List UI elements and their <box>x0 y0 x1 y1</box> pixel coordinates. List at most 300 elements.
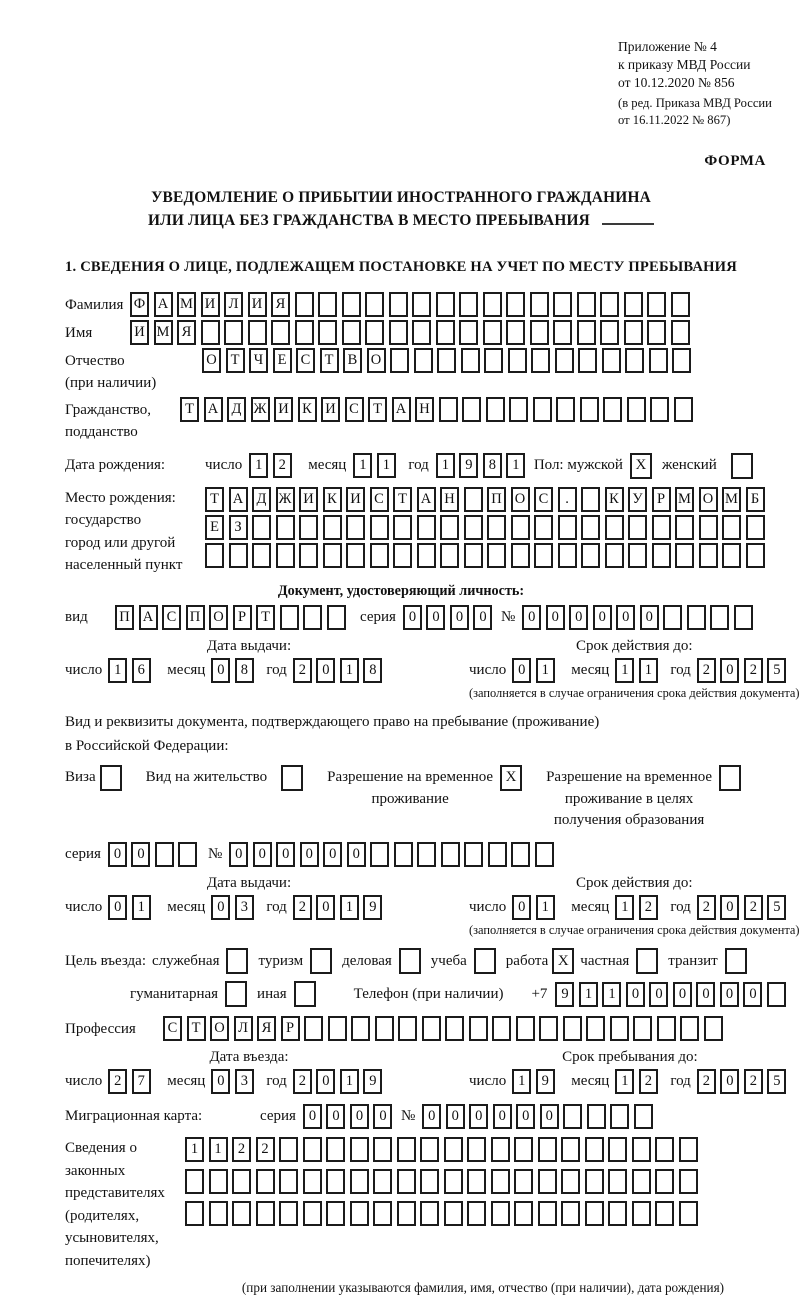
char-cell[interactable]: И <box>130 320 149 345</box>
purpose-study-checkbox[interactable] <box>474 948 496 974</box>
char-cell[interactable]: 1 <box>209 1137 228 1162</box>
char-cell[interactable]: Н <box>415 397 434 422</box>
char-cell[interactable] <box>679 1137 698 1162</box>
char-cell[interactable]: 0 <box>626 982 645 1007</box>
char-cell[interactable] <box>483 292 502 317</box>
char-cell[interactable]: 0 <box>720 982 739 1007</box>
char-cell[interactable] <box>508 348 527 373</box>
char-cell[interactable] <box>412 320 431 345</box>
char-cell[interactable] <box>608 1169 627 1194</box>
char-cell[interactable]: И <box>274 397 293 422</box>
char-cell[interactable] <box>746 543 765 568</box>
char-cell[interactable]: П <box>115 605 134 630</box>
char-cell[interactable] <box>555 348 574 373</box>
char-cell[interactable] <box>232 1201 251 1226</box>
char-cell[interactable]: С <box>162 605 181 630</box>
char-cell[interactable] <box>577 292 596 317</box>
char-cell[interactable]: Н <box>440 487 459 512</box>
char-cell[interactable] <box>561 1201 580 1226</box>
char-cell[interactable]: 0 <box>131 842 150 867</box>
char-cell[interactable] <box>704 1016 723 1041</box>
char-cell[interactable] <box>464 487 483 512</box>
char-cell[interactable] <box>699 543 718 568</box>
char-cell[interactable] <box>581 543 600 568</box>
visa-checkbox[interactable] <box>100 765 122 791</box>
char-cell[interactable] <box>624 292 643 317</box>
char-cell[interactable] <box>608 1137 627 1162</box>
char-cell[interactable]: 0 <box>522 605 541 630</box>
char-cell[interactable] <box>674 397 693 422</box>
char-cell[interactable] <box>687 605 706 630</box>
char-cell[interactable] <box>530 320 549 345</box>
char-cell[interactable]: 1 <box>639 658 658 683</box>
char-cell[interactable]: 0 <box>446 1104 465 1129</box>
char-cell[interactable]: Ж <box>251 397 270 422</box>
char-cell[interactable]: 2 <box>293 658 312 683</box>
char-cell[interactable]: . <box>558 487 577 512</box>
char-cell[interactable]: 1 <box>108 658 127 683</box>
char-cell[interactable] <box>397 1137 416 1162</box>
char-cell[interactable]: Р <box>652 487 671 512</box>
char-cell[interactable] <box>224 320 243 345</box>
purpose-other-checkbox[interactable] <box>294 981 316 1007</box>
char-cell[interactable]: 0 <box>350 1104 369 1129</box>
char-cell[interactable] <box>558 543 577 568</box>
char-cell[interactable]: 0 <box>469 1104 488 1129</box>
char-cell[interactable] <box>650 397 669 422</box>
char-cell[interactable] <box>303 605 322 630</box>
char-cell[interactable] <box>516 1016 535 1041</box>
char-cell[interactable]: Т <box>393 487 412 512</box>
char-cell[interactable] <box>318 320 337 345</box>
char-cell[interactable]: 0 <box>493 1104 512 1129</box>
char-cell[interactable]: И <box>248 292 267 317</box>
char-cell[interactable]: Я <box>177 320 196 345</box>
char-cell[interactable]: 1 <box>579 982 598 1007</box>
char-cell[interactable]: 0 <box>211 1069 230 1094</box>
char-cell[interactable] <box>514 1137 533 1162</box>
char-cell[interactable] <box>722 543 741 568</box>
char-cell[interactable] <box>464 543 483 568</box>
char-cell[interactable]: 0 <box>546 605 565 630</box>
char-cell[interactable]: О <box>367 348 386 373</box>
char-cell[interactable]: 0 <box>316 658 335 683</box>
char-cell[interactable] <box>390 348 409 373</box>
char-cell[interactable]: Т <box>320 348 339 373</box>
char-cell[interactable]: К <box>298 397 317 422</box>
char-cell[interactable] <box>632 1137 651 1162</box>
char-cell[interactable] <box>603 397 622 422</box>
char-cell[interactable] <box>632 1201 651 1226</box>
char-cell[interactable]: М <box>675 487 694 512</box>
char-cell[interactable] <box>655 1137 674 1162</box>
char-cell[interactable] <box>271 320 290 345</box>
char-cell[interactable] <box>625 348 644 373</box>
char-cell[interactable] <box>389 292 408 317</box>
char-cell[interactable]: 1 <box>340 1069 359 1094</box>
char-cell[interactable]: 0 <box>403 605 422 630</box>
char-cell[interactable]: 9 <box>363 1069 382 1094</box>
char-cell[interactable]: А <box>139 605 158 630</box>
char-cell[interactable]: 0 <box>108 895 127 920</box>
char-cell[interactable] <box>464 842 483 867</box>
char-cell[interactable] <box>652 543 671 568</box>
char-cell[interactable]: 0 <box>326 1104 345 1129</box>
char-cell[interactable]: З <box>229 515 248 540</box>
char-cell[interactable] <box>484 348 503 373</box>
char-cell[interactable] <box>535 842 554 867</box>
purpose-transit-checkbox[interactable] <box>725 948 747 974</box>
char-cell[interactable] <box>326 1201 345 1226</box>
char-cell[interactable] <box>530 292 549 317</box>
char-cell[interactable]: 1 <box>185 1137 204 1162</box>
char-cell[interactable] <box>326 1169 345 1194</box>
char-cell[interactable] <box>350 1201 369 1226</box>
temp-residence-education-checkbox[interactable] <box>719 765 741 791</box>
char-cell[interactable] <box>295 320 314 345</box>
char-cell[interactable]: М <box>177 292 196 317</box>
char-cell[interactable] <box>538 1137 557 1162</box>
char-cell[interactable]: 2 <box>639 1069 658 1094</box>
char-cell[interactable]: Р <box>233 605 252 630</box>
char-cell[interactable] <box>538 1169 557 1194</box>
char-cell[interactable]: 1 <box>615 1069 634 1094</box>
char-cell[interactable] <box>229 543 248 568</box>
char-cell[interactable]: А <box>204 397 223 422</box>
char-cell[interactable] <box>488 842 507 867</box>
char-cell[interactable]: 0 <box>422 1104 441 1129</box>
char-cell[interactable] <box>487 543 506 568</box>
char-cell[interactable] <box>585 1137 604 1162</box>
char-cell[interactable] <box>303 1201 322 1226</box>
char-cell[interactable]: Т <box>180 397 199 422</box>
char-cell[interactable]: И <box>201 292 220 317</box>
char-cell[interactable] <box>746 515 765 540</box>
char-cell[interactable] <box>393 543 412 568</box>
char-cell[interactable]: П <box>487 487 506 512</box>
char-cell[interactable] <box>346 515 365 540</box>
char-cell[interactable] <box>647 292 666 317</box>
char-cell[interactable]: Ч <box>249 348 268 373</box>
char-cell[interactable] <box>178 842 197 867</box>
char-cell[interactable]: О <box>210 1016 229 1041</box>
char-cell[interactable]: Д <box>252 487 271 512</box>
char-cell[interactable]: 8 <box>483 453 502 478</box>
char-cell[interactable] <box>600 320 619 345</box>
char-cell[interactable]: Е <box>205 515 224 540</box>
char-cell[interactable] <box>328 1016 347 1041</box>
char-cell[interactable] <box>491 1169 510 1194</box>
char-cell[interactable] <box>365 292 384 317</box>
char-cell[interactable]: В <box>343 348 362 373</box>
char-cell[interactable]: 0 <box>616 605 635 630</box>
char-cell[interactable] <box>561 1137 580 1162</box>
char-cell[interactable]: 1 <box>512 1069 531 1094</box>
char-cell[interactable] <box>365 320 384 345</box>
char-cell[interactable]: 1 <box>602 982 621 1007</box>
char-cell[interactable] <box>209 1169 228 1194</box>
char-cell[interactable] <box>467 1201 486 1226</box>
char-cell[interactable]: 1 <box>340 658 359 683</box>
char-cell[interactable]: 0 <box>696 982 715 1007</box>
char-cell[interactable]: Ж <box>276 487 295 512</box>
char-cell[interactable]: Т <box>368 397 387 422</box>
char-cell[interactable]: 0 <box>323 842 342 867</box>
char-cell[interactable] <box>492 1016 511 1041</box>
char-cell[interactable]: 2 <box>697 895 716 920</box>
char-cell[interactable]: 0 <box>426 605 445 630</box>
char-cell[interactable] <box>440 515 459 540</box>
char-cell[interactable]: К <box>323 487 342 512</box>
char-cell[interactable] <box>441 842 460 867</box>
char-cell[interactable]: О <box>202 348 221 373</box>
char-cell[interactable] <box>351 1016 370 1041</box>
char-cell[interactable] <box>563 1016 582 1041</box>
char-cell[interactable]: 0 <box>720 658 739 683</box>
char-cell[interactable] <box>534 543 553 568</box>
char-cell[interactable]: 0 <box>276 842 295 867</box>
char-cell[interactable] <box>586 1016 605 1041</box>
char-cell[interactable] <box>437 348 456 373</box>
char-cell[interactable]: Т <box>256 605 275 630</box>
purpose-work-checkbox[interactable]: X <box>552 948 574 974</box>
char-cell[interactable]: 0 <box>300 842 319 867</box>
char-cell[interactable]: 9 <box>536 1069 555 1094</box>
char-cell[interactable] <box>350 1169 369 1194</box>
char-cell[interactable]: Т <box>187 1016 206 1041</box>
char-cell[interactable] <box>722 515 741 540</box>
char-cell[interactable] <box>303 1137 322 1162</box>
char-cell[interactable] <box>514 1201 533 1226</box>
char-cell[interactable]: 0 <box>253 842 272 867</box>
char-cell[interactable]: 0 <box>720 1069 739 1094</box>
char-cell[interactable]: 1 <box>536 658 555 683</box>
char-cell[interactable]: 2 <box>256 1137 275 1162</box>
char-cell[interactable]: 0 <box>450 605 469 630</box>
char-cell[interactable] <box>605 515 624 540</box>
char-cell[interactable] <box>464 515 483 540</box>
char-cell[interactable]: 1 <box>536 895 555 920</box>
char-cell[interactable] <box>680 1016 699 1041</box>
char-cell[interactable] <box>323 543 342 568</box>
char-cell[interactable] <box>279 1137 298 1162</box>
char-cell[interactable] <box>256 1169 275 1194</box>
char-cell[interactable]: 0 <box>540 1104 559 1129</box>
char-cell[interactable] <box>469 1016 488 1041</box>
char-cell[interactable] <box>610 1104 629 1129</box>
char-cell[interactable] <box>509 397 528 422</box>
char-cell[interactable] <box>389 320 408 345</box>
char-cell[interactable] <box>467 1169 486 1194</box>
char-cell[interactable]: 0 <box>373 1104 392 1129</box>
char-cell[interactable] <box>280 605 299 630</box>
char-cell[interactable] <box>600 292 619 317</box>
sex-female-checkbox[interactable] <box>731 453 753 479</box>
char-cell[interactable] <box>370 515 389 540</box>
char-cell[interactable] <box>303 1169 322 1194</box>
char-cell[interactable]: 2 <box>232 1137 251 1162</box>
char-cell[interactable]: 0 <box>673 982 692 1007</box>
char-cell[interactable] <box>155 842 174 867</box>
char-cell[interactable] <box>652 515 671 540</box>
char-cell[interactable] <box>252 515 271 540</box>
char-cell[interactable] <box>657 1016 676 1041</box>
char-cell[interactable] <box>326 1137 345 1162</box>
char-cell[interactable] <box>276 515 295 540</box>
char-cell[interactable] <box>531 348 550 373</box>
char-cell[interactable] <box>539 1016 558 1041</box>
char-cell[interactable] <box>534 515 553 540</box>
char-cell[interactable] <box>608 1201 627 1226</box>
char-cell[interactable] <box>699 515 718 540</box>
char-cell[interactable]: 2 <box>293 895 312 920</box>
char-cell[interactable]: А <box>154 292 173 317</box>
char-cell[interactable] <box>445 1016 464 1041</box>
residence-permit-checkbox[interactable] <box>281 765 303 791</box>
char-cell[interactable]: 3 <box>235 1069 254 1094</box>
char-cell[interactable]: 2 <box>744 658 763 683</box>
char-cell[interactable] <box>663 605 682 630</box>
char-cell[interactable] <box>679 1201 698 1226</box>
char-cell[interactable]: 0 <box>512 895 531 920</box>
char-cell[interactable] <box>462 397 481 422</box>
char-cell[interactable] <box>232 1169 251 1194</box>
char-cell[interactable]: 0 <box>516 1104 535 1129</box>
char-cell[interactable] <box>710 605 729 630</box>
char-cell[interactable] <box>327 605 346 630</box>
char-cell[interactable]: П <box>186 605 205 630</box>
char-cell[interactable] <box>511 543 530 568</box>
char-cell[interactable]: 6 <box>132 658 151 683</box>
char-cell[interactable] <box>256 1201 275 1226</box>
char-cell[interactable]: 8 <box>363 658 382 683</box>
char-cell[interactable] <box>417 842 436 867</box>
char-cell[interactable]: 0 <box>211 895 230 920</box>
char-cell[interactable] <box>375 1016 394 1041</box>
char-cell[interactable] <box>295 292 314 317</box>
char-cell[interactable]: 0 <box>569 605 588 630</box>
char-cell[interactable]: 0 <box>303 1104 322 1129</box>
char-cell[interactable] <box>373 1169 392 1194</box>
char-cell[interactable]: 2 <box>744 895 763 920</box>
char-cell[interactable] <box>602 348 621 373</box>
char-cell[interactable] <box>279 1169 298 1194</box>
char-cell[interactable] <box>671 292 690 317</box>
char-cell[interactable]: 2 <box>293 1069 312 1094</box>
char-cell[interactable] <box>627 397 646 422</box>
char-cell[interactable] <box>581 487 600 512</box>
char-cell[interactable]: И <box>321 397 340 422</box>
char-cell[interactable]: К <box>605 487 624 512</box>
char-cell[interactable] <box>342 292 361 317</box>
char-cell[interactable]: 1 <box>615 895 634 920</box>
char-cell[interactable]: 0 <box>512 658 531 683</box>
char-cell[interactable] <box>467 1137 486 1162</box>
char-cell[interactable]: 9 <box>459 453 478 478</box>
purpose-business-checkbox[interactable] <box>399 948 421 974</box>
char-cell[interactable] <box>439 397 458 422</box>
char-cell[interactable]: А <box>229 487 248 512</box>
char-cell[interactable] <box>201 320 220 345</box>
purpose-tourism-checkbox[interactable] <box>310 948 332 974</box>
char-cell[interactable] <box>459 320 478 345</box>
char-cell[interactable] <box>675 543 694 568</box>
char-cell[interactable] <box>649 348 668 373</box>
char-cell[interactable] <box>578 348 597 373</box>
char-cell[interactable] <box>587 1104 606 1129</box>
char-cell[interactable]: О <box>511 487 530 512</box>
char-cell[interactable]: 1 <box>506 453 525 478</box>
char-cell[interactable] <box>422 1016 441 1041</box>
char-cell[interactable] <box>628 543 647 568</box>
char-cell[interactable] <box>491 1137 510 1162</box>
char-cell[interactable] <box>444 1201 463 1226</box>
char-cell[interactable] <box>412 292 431 317</box>
char-cell[interactable]: 9 <box>363 895 382 920</box>
char-cell[interactable] <box>420 1169 439 1194</box>
char-cell[interactable]: 2 <box>273 453 292 478</box>
char-cell[interactable]: О <box>209 605 228 630</box>
char-cell[interactable] <box>299 543 318 568</box>
char-cell[interactable]: 0 <box>743 982 762 1007</box>
char-cell[interactable] <box>209 1201 228 1226</box>
char-cell[interactable] <box>561 1169 580 1194</box>
char-cell[interactable]: 3 <box>235 895 254 920</box>
char-cell[interactable]: 1 <box>615 658 634 683</box>
char-cell[interactable]: И <box>346 487 365 512</box>
char-cell[interactable]: Б <box>746 487 765 512</box>
char-cell[interactable] <box>628 515 647 540</box>
char-cell[interactable] <box>185 1169 204 1194</box>
char-cell[interactable] <box>393 515 412 540</box>
char-cell[interactable]: 0 <box>593 605 612 630</box>
char-cell[interactable] <box>373 1201 392 1226</box>
char-cell[interactable]: 1 <box>436 453 455 478</box>
char-cell[interactable] <box>580 397 599 422</box>
char-cell[interactable] <box>514 1169 533 1194</box>
char-cell[interactable] <box>647 320 666 345</box>
char-cell[interactable]: 9 <box>555 982 574 1007</box>
char-cell[interactable]: 2 <box>639 895 658 920</box>
char-cell[interactable]: М <box>154 320 173 345</box>
temp-residence-checkbox[interactable]: X <box>500 765 522 791</box>
char-cell[interactable] <box>585 1169 604 1194</box>
char-cell[interactable] <box>417 543 436 568</box>
char-cell[interactable]: 1 <box>377 453 396 478</box>
char-cell[interactable]: 2 <box>697 1069 716 1094</box>
char-cell[interactable]: А <box>392 397 411 422</box>
char-cell[interactable]: 2 <box>744 1069 763 1094</box>
char-cell[interactable] <box>506 320 525 345</box>
char-cell[interactable]: С <box>163 1016 182 1041</box>
char-cell[interactable]: 0 <box>473 605 492 630</box>
char-cell[interactable]: У <box>628 487 647 512</box>
char-cell[interactable]: О <box>699 487 718 512</box>
char-cell[interactable] <box>394 842 413 867</box>
char-cell[interactable]: 5 <box>767 658 786 683</box>
char-cell[interactable]: Ф <box>130 292 149 317</box>
char-cell[interactable] <box>248 320 267 345</box>
char-cell[interactable] <box>342 320 361 345</box>
char-cell[interactable] <box>346 543 365 568</box>
char-cell[interactable] <box>350 1137 369 1162</box>
char-cell[interactable] <box>585 1201 604 1226</box>
char-cell[interactable] <box>299 515 318 540</box>
char-cell[interactable]: М <box>722 487 741 512</box>
char-cell[interactable] <box>444 1137 463 1162</box>
char-cell[interactable] <box>511 842 530 867</box>
char-cell[interactable]: 7 <box>132 1069 151 1094</box>
